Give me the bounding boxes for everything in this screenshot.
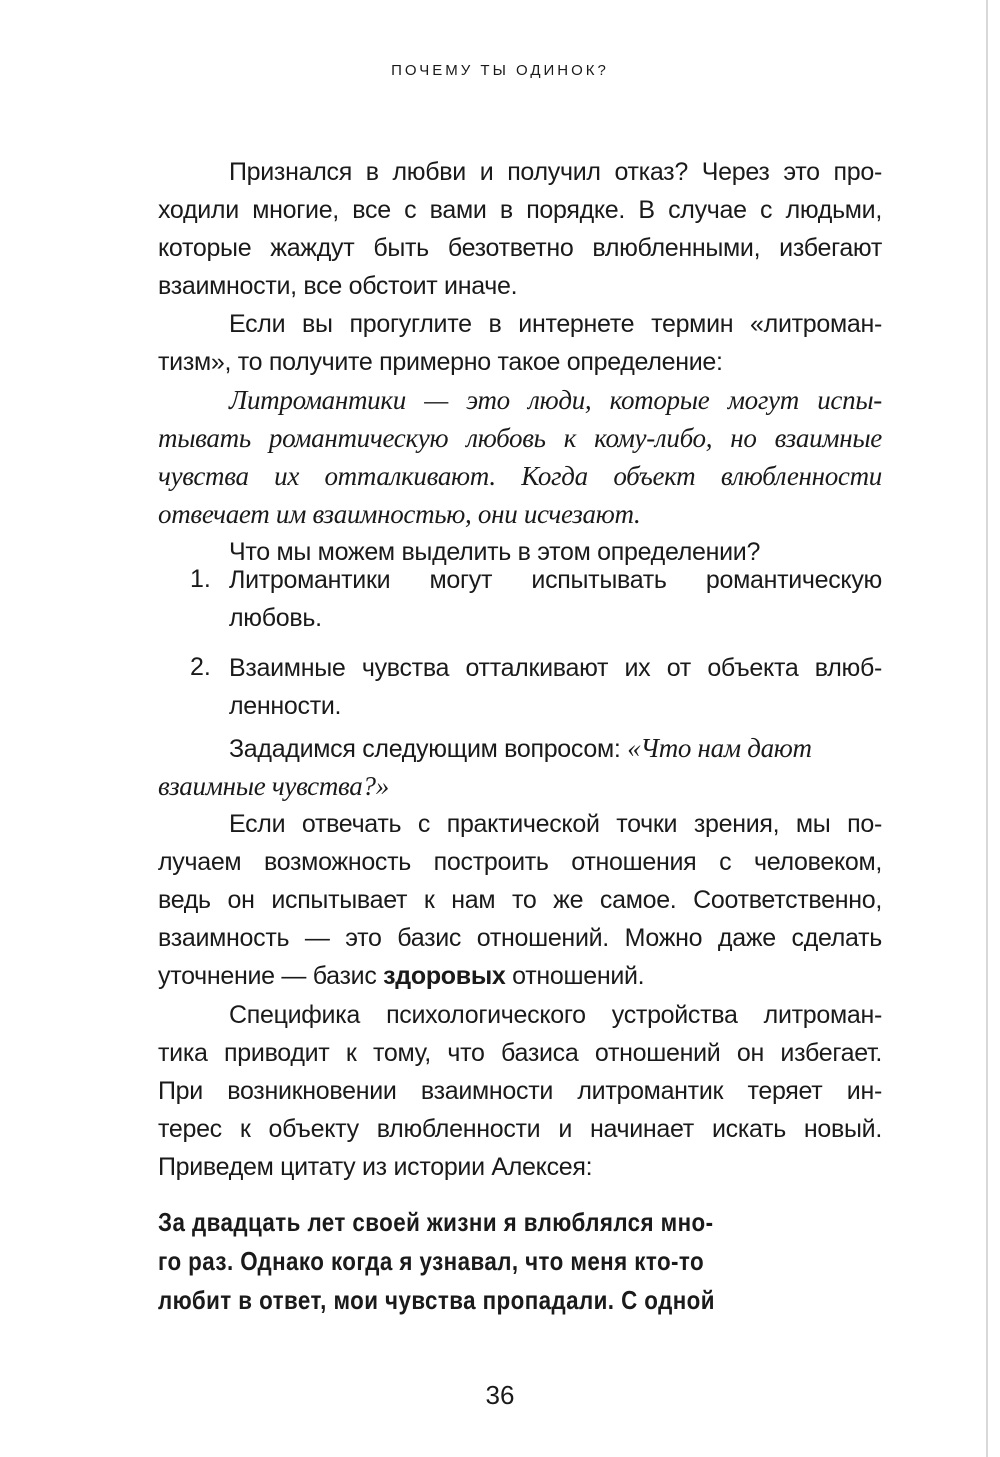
definition-line: Литромантики — это люди, которые могут испы- xyxy=(229,385,882,415)
text-line: Признался в любви и получил отказ? Через это про- xyxy=(229,158,882,186)
text-line: терес к объекту влюбленности и начинает искать новый. xyxy=(158,1115,882,1143)
text-line xyxy=(158,961,882,991)
list-item-line: ленности. xyxy=(229,692,342,720)
quote-line: За двадцать лет своей жизни я влюблялся мно- xyxy=(158,1207,714,1237)
quote-line: любит в ответ, мои чувства пропадали. С одной xyxy=(158,1285,715,1315)
text-line: взаимность — это базис отношений. Можно даже сделать xyxy=(158,924,882,952)
definition-line: чувства их отталкивают. Когда объект влюбленности xyxy=(158,461,882,491)
list-number: 2. xyxy=(190,653,211,681)
text-line: взаимности, все обстоит иначе. xyxy=(158,272,518,300)
text-line: ходили многие, все с вами в порядке. В случае с людьми, xyxy=(158,196,882,224)
running-header: ПОЧЕМУ ТЫ ОДИНОК? xyxy=(391,62,609,79)
text-line: лучаем возможность построить отношения с человеком, xyxy=(158,848,882,876)
text-line: которые жаждут быть безответно влюбленными, избегают xyxy=(158,234,882,262)
definition-line: отвечает им взаимностью, они исчезают. xyxy=(158,499,641,529)
text-line: тика приводит к тому, что базиса отношений он избегает. xyxy=(158,1039,882,1067)
list-item-line: Литромантики могут испытывать романтическую xyxy=(229,566,882,594)
quote-line: го раз. Однако когда я узнавал, что меня кто-то xyxy=(158,1246,705,1276)
question-quote-end: взаимные чувства?» xyxy=(158,771,389,801)
text-line: Если вы прогуглите в интернете термин «литроман- xyxy=(229,310,882,338)
text-line: При возникновении взаимности литромантик теряет ин- xyxy=(158,1077,882,1105)
question-line xyxy=(229,733,882,764)
text-line: Что мы можем выделить в этом определении? xyxy=(229,538,761,566)
list-number: 1. xyxy=(190,565,211,593)
list-item-line: Взаимные чувства отталкивают их от объекта влюб- xyxy=(229,654,882,682)
text-line: ведь он испытывает к нам то же самое. Соответственно, xyxy=(158,886,882,914)
text-line: Если отвечать с практической точки зрения, мы по- xyxy=(229,810,882,838)
text-line: Приведем цитату из истории Алексея: xyxy=(158,1153,593,1181)
text-span: отношений. xyxy=(505,962,645,990)
list-item-line: любовь. xyxy=(229,604,322,632)
question-quote: «Что нам дают xyxy=(627,733,812,763)
page-number: 36 xyxy=(485,1380,515,1410)
text-span: уточнение — базис xyxy=(158,962,384,990)
text-line: тизм», то получите примерно такое определение: xyxy=(158,348,723,376)
emphasis: здоровых xyxy=(383,962,506,990)
page-edge xyxy=(986,0,988,1457)
text-line: Специфика психологического устройства литроман- xyxy=(229,1001,882,1029)
question-lead: Зададимся следующим вопросом: xyxy=(229,735,628,763)
definition-line: тывать романтическую любовь к кому-либо, но взаимные xyxy=(158,423,882,453)
